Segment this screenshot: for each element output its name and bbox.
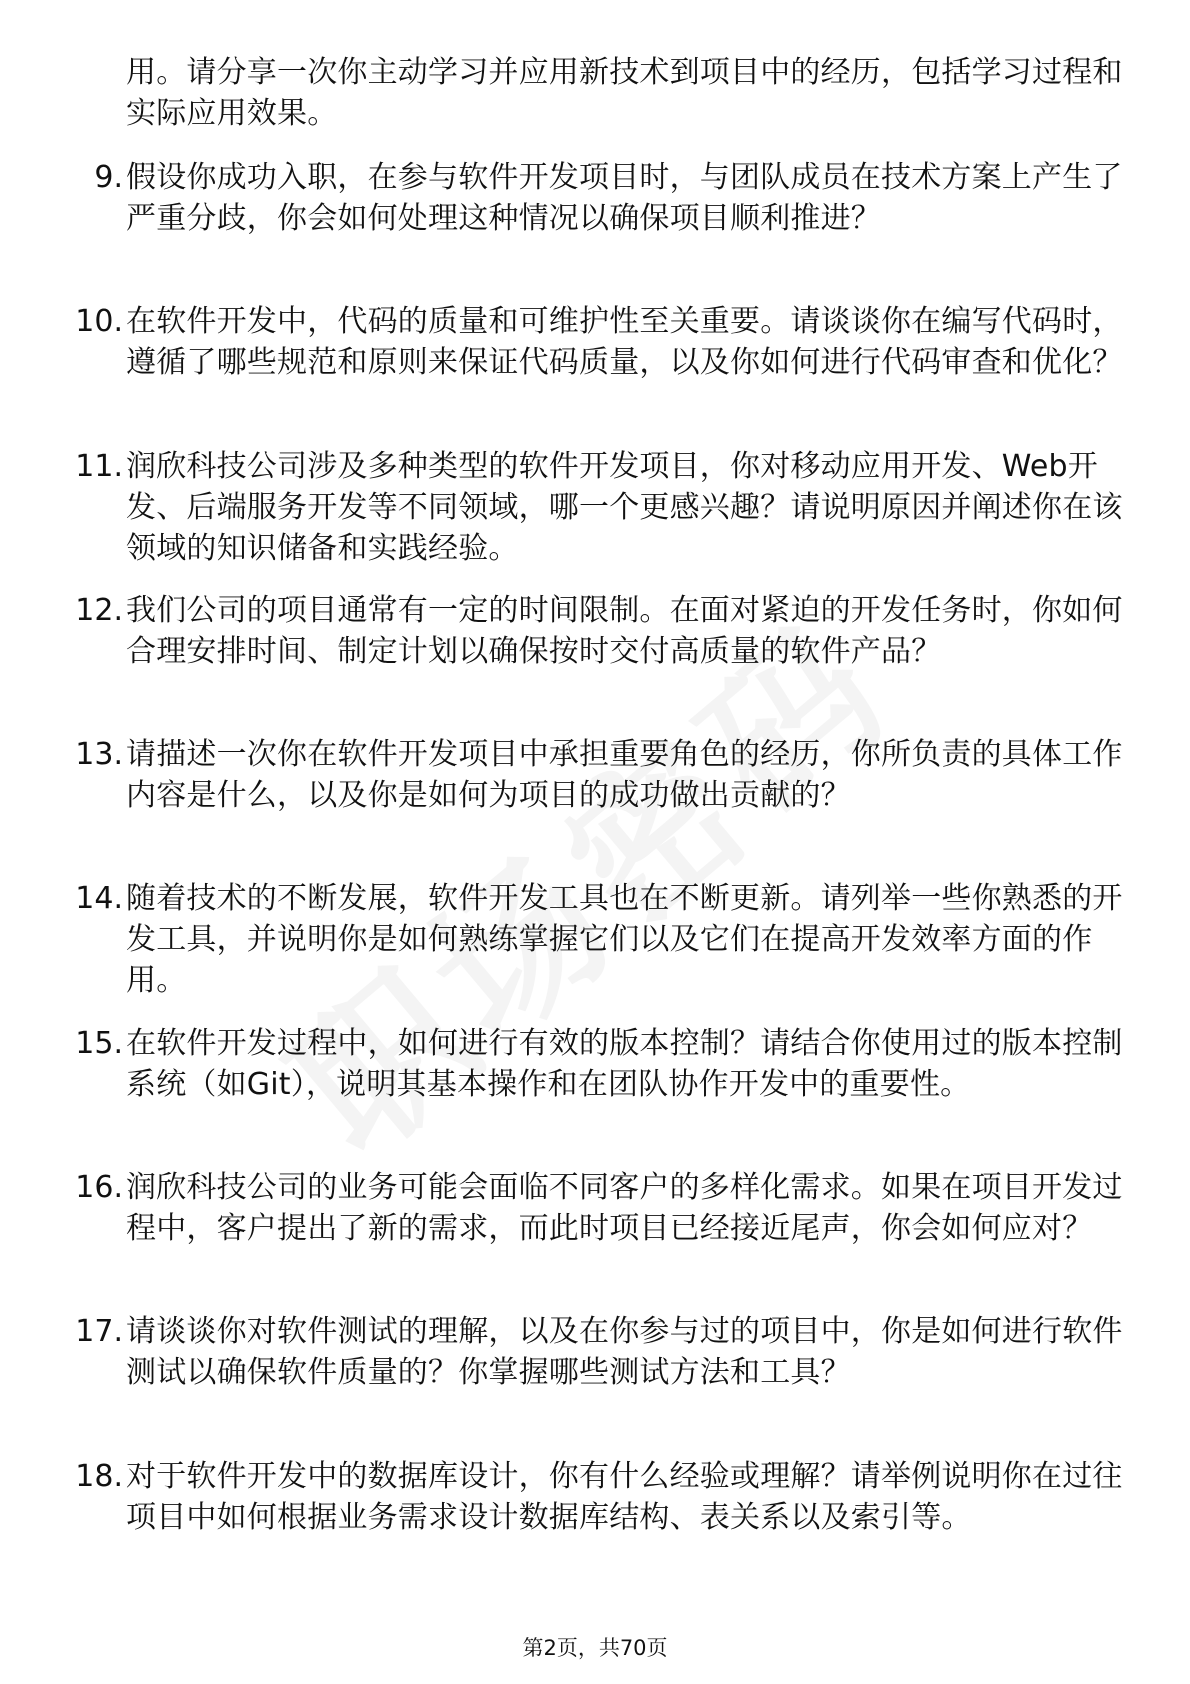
question-item bbox=[0, 878, 1190, 1001]
question-number: 11. bbox=[75, 448, 123, 484]
question-item bbox=[0, 590, 1190, 713]
question-text: 请描述一次你在软件开发项目中承担重要角色的经历，你所负责的具体工作内容是什么，以及你是如何为项目的成功做出贡献的？ bbox=[126, 737, 1123, 814]
question-text: 在软件开发中，代码的质量和可维护性至关重要。请谈谈你在编写代码时，遵循了哪些规范和原则来保证代码质量，以及你如何进行代码审查和优化？ bbox=[126, 304, 1123, 381]
question-number: 17. bbox=[75, 1314, 123, 1350]
question-text: 对于软件开发中的数据库设计，你有什么经验或理解？请举例说明你在过往项目中如何根据业务需求设计数据库结构、表关系以及索引等。 bbox=[126, 1458, 1123, 1535]
question-number: 18. bbox=[75, 1458, 123, 1494]
question-text: 润欣科技公司涉及多种类型的软件开发项目，你对移动应用开发、Web开发、后端服务开发等不同领域，哪一个更感兴趣？请说明原因并阐述你在该领域的知识储备和实践经验。 bbox=[126, 448, 1123, 566]
page-number-footer: 第2页，共70页 bbox=[522, 1636, 668, 1660]
question-text: 在软件开发过程中，如何进行有效的版本控制？请结合你使用过的版本控制系统（如Git），说明其基本操作和在团队协作开发中的重要性。 bbox=[126, 1025, 1123, 1102]
question-text: 润欣科技公司的业务可能会面临不同客户的多样化需求。如果在项目开发过程中，客户提出了新的需求，而此时项目已经接近尾声，你会如何应对？ bbox=[126, 1170, 1123, 1247]
question-item bbox=[0, 1311, 1190, 1434]
question-number: 15. bbox=[75, 1025, 123, 1061]
question-number: 9. bbox=[94, 160, 123, 195]
question-number: 14. bbox=[75, 881, 123, 917]
question-item bbox=[0, 446, 1190, 569]
question-number: 16. bbox=[75, 1170, 123, 1206]
question-item bbox=[0, 1167, 1190, 1290]
question-item bbox=[0, 734, 1190, 857]
continued-question-text: 用。请分享一次你主动学习并应用新技术到项目中的经历，包括学习过程和实际应用效果。 bbox=[126, 55, 1123, 131]
question-item bbox=[0, 301, 1190, 424]
question-item bbox=[0, 1023, 1190, 1146]
question-text: 随着技术的不断发展，软件开发工具也在不断更新。请列举一些你熟悉的开发工具，并说明你是如何熟练掌握它们以及它们在提高开发效率方面的作用。 bbox=[126, 881, 1123, 999]
question-number: 10. bbox=[75, 304, 123, 340]
question-text: 假设你成功入职，在参与软件开发项目时，与团队成员在技术方案上产生了严重分歧，你会如何处理这种情况以确保项目顺利推进？ bbox=[126, 160, 1123, 236]
question-number: 12. bbox=[75, 592, 123, 628]
question-list bbox=[0, 157, 1190, 1600]
question-text: 请谈谈你对软件测试的理解，以及在你参与过的项目中，你是如何进行软件测试以确保软件质量的？你掌握哪些测试方法和工具？ bbox=[126, 1314, 1123, 1391]
question-text: 我们公司的项目通常有一定的时间限制。在面对紧迫的开发任务时，你如何合理安排时间、制定计划以确保按时交付高质量的软件产品？ bbox=[126, 592, 1123, 669]
question-number: 13. bbox=[75, 737, 123, 773]
question-item bbox=[0, 1456, 1190, 1579]
question-item bbox=[0, 157, 1190, 280]
